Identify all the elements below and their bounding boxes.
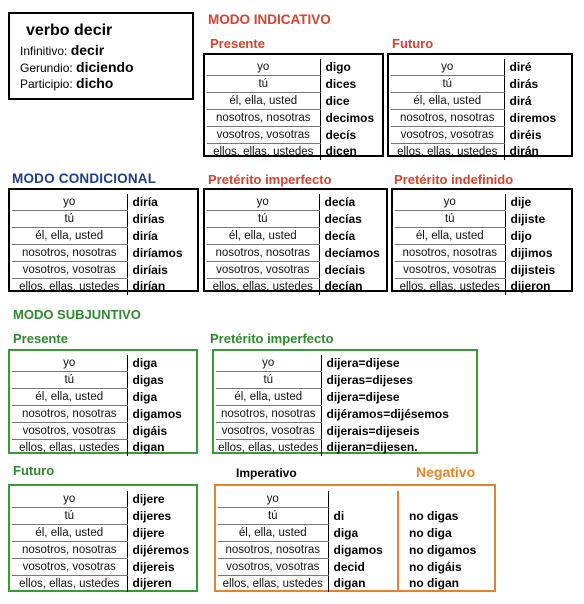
person-cell: tú bbox=[12, 372, 127, 389]
infinitive-label: Infinitivo: bbox=[20, 44, 68, 58]
form-cell: decía bbox=[324, 228, 356, 243]
participle-value: dicho bbox=[76, 75, 114, 91]
form-cell: dijeres bbox=[132, 508, 172, 523]
conjugation-row bbox=[391, 127, 571, 144]
person-cell: yo bbox=[395, 194, 505, 211]
form-cell: dijere bbox=[132, 525, 165, 540]
person-cell: tú bbox=[395, 211, 505, 228]
ind-presente-box bbox=[203, 53, 384, 157]
person-cell: nosotros, nosotras bbox=[12, 406, 127, 423]
conjugation-row bbox=[391, 59, 571, 76]
person-cell: nosotros, nosotras bbox=[12, 542, 127, 559]
form-cell: diría bbox=[132, 194, 158, 209]
conjugation-row bbox=[216, 355, 476, 372]
conjugation-row bbox=[12, 559, 196, 576]
person-cell: tú bbox=[12, 508, 127, 525]
sub-futuro-label: Futuro bbox=[13, 463, 55, 478]
gerund-value: diciendo bbox=[76, 59, 134, 75]
conjugation-row bbox=[207, 211, 386, 228]
conjugation-row bbox=[207, 194, 386, 211]
condicional-box bbox=[8, 188, 199, 292]
form-cell: dijéramos=dijésemos bbox=[326, 406, 449, 421]
conjugation-row bbox=[216, 389, 476, 406]
negative-form-cell: no digáis bbox=[409, 559, 462, 574]
sub-imperfecto-box bbox=[212, 349, 478, 454]
conjugation-row bbox=[395, 228, 571, 245]
ind-imperfecto-box bbox=[203, 188, 388, 292]
person-cell: él, ella, usted bbox=[12, 389, 127, 406]
person-cell: nosotros, nosotras bbox=[216, 406, 321, 423]
form-cell: dirás bbox=[509, 76, 539, 91]
ind-futuro-label: Futuro bbox=[392, 36, 434, 51]
person-cell: yo bbox=[12, 194, 127, 211]
person-cell: yo bbox=[216, 355, 321, 372]
conjugation-row bbox=[216, 406, 476, 423]
form-cell: diríais bbox=[132, 262, 168, 277]
sub-futuro-box bbox=[8, 484, 198, 592]
conjugation-row bbox=[12, 542, 196, 559]
form-cell: digamos bbox=[328, 542, 398, 559]
verb-info-box bbox=[8, 12, 194, 100]
person-cell: tú bbox=[207, 76, 320, 93]
ind-futuro-box bbox=[387, 53, 573, 157]
person-cell: nosotros, nosotras bbox=[391, 110, 504, 127]
person-cell: yo bbox=[207, 194, 319, 211]
person-cell: vosotros, vosotras bbox=[391, 127, 504, 144]
conjugation-row bbox=[391, 93, 571, 110]
person-cell: nosotros, nosotras bbox=[207, 110, 320, 127]
conjugation-row bbox=[395, 262, 571, 279]
person-cell: yo bbox=[12, 355, 127, 372]
form-cell: dijo bbox=[510, 228, 532, 243]
person-cell: yo bbox=[207, 59, 320, 76]
form-cell: diga bbox=[328, 525, 398, 542]
person-cell: tú bbox=[218, 508, 328, 525]
form-cell: digo bbox=[325, 59, 351, 74]
conjugation-row bbox=[207, 279, 386, 296]
sub-presente-box bbox=[8, 349, 198, 454]
ind-indefinido-label: Pretérito indefinido bbox=[394, 172, 514, 187]
form-cell: diga bbox=[132, 389, 158, 404]
person-cell: vosotros, vosotras bbox=[12, 559, 127, 576]
form-cell: dijeren bbox=[132, 576, 172, 591]
conjugation-row bbox=[218, 491, 494, 508]
conjugation-row bbox=[12, 372, 196, 389]
form-cell: dirá bbox=[509, 93, 532, 108]
negative-form-cell: no digas bbox=[409, 508, 459, 523]
conjugation-row bbox=[395, 279, 571, 296]
person-cell: ellos, ellas, ustedes bbox=[391, 144, 504, 161]
conjugation-row bbox=[12, 355, 196, 372]
person-cell: yo bbox=[391, 59, 504, 76]
form-cell: dijereis bbox=[132, 559, 175, 574]
verb-title: verbo decir bbox=[26, 22, 113, 39]
negative-form-cell: no digan bbox=[409, 576, 459, 591]
person-cell: nosotros, nosotras bbox=[12, 245, 127, 262]
person-cell: él, ella, usted bbox=[12, 525, 127, 542]
participle-line bbox=[20, 75, 113, 91]
form-cell: dijeron bbox=[510, 279, 551, 294]
infinitive-value: decir bbox=[70, 42, 105, 58]
conjugation-row bbox=[12, 389, 196, 406]
form-cell: decías bbox=[324, 211, 362, 226]
person-cell: vosotros, vosotras bbox=[218, 559, 328, 576]
ind-presente-table bbox=[207, 59, 382, 160]
form-cell: decíais bbox=[324, 262, 366, 277]
participle-label: Participio: bbox=[20, 77, 73, 91]
negativo-label: Negativo bbox=[416, 464, 476, 480]
form-cell: diría bbox=[132, 228, 158, 243]
form-cell: decían bbox=[324, 279, 363, 294]
conjugation-row bbox=[207, 262, 386, 279]
conjugation-row bbox=[391, 144, 571, 161]
person-cell: vosotros, vosotras bbox=[12, 423, 127, 440]
conjugation-row bbox=[12, 525, 196, 542]
person-cell: él, ella, usted bbox=[391, 93, 504, 110]
conjugation-row bbox=[218, 542, 494, 559]
conjugation-row bbox=[395, 245, 571, 262]
conjugation-row bbox=[12, 262, 197, 279]
person-cell: ellos, ellas, ustedes bbox=[12, 279, 127, 296]
person-cell: él, ella, usted bbox=[12, 228, 127, 245]
conjugation-row bbox=[218, 525, 494, 542]
sub-imperfecto-label: Pretérito imperfecto bbox=[210, 331, 334, 346]
person-cell: yo bbox=[218, 491, 328, 508]
person-cell: tú bbox=[207, 211, 319, 228]
person-cell: ellos, ellas, ustedes bbox=[207, 279, 319, 296]
form-cell: diríamos bbox=[132, 245, 183, 260]
imperativo-table bbox=[218, 491, 494, 592]
person-cell: nosotros, nosotras bbox=[218, 542, 328, 559]
form-cell: dijéremos bbox=[132, 542, 190, 557]
person-cell: vosotros, vosotras bbox=[207, 127, 320, 144]
form-cell: decía bbox=[324, 194, 356, 209]
form-cell: dirías bbox=[132, 211, 165, 226]
condicional-table bbox=[12, 194, 197, 295]
conjugation-row bbox=[207, 76, 382, 93]
person-cell: ellos, ellas, ustedes bbox=[12, 440, 127, 457]
form-cell: dijeran=dijesen. bbox=[326, 440, 418, 455]
conjugation-row bbox=[391, 76, 571, 93]
conjugation-row bbox=[12, 508, 196, 525]
conjugation-row bbox=[12, 491, 196, 508]
ind-presente-label: Presente bbox=[210, 36, 265, 51]
conjugation-row bbox=[207, 93, 382, 110]
form-cell: dijimos bbox=[510, 245, 553, 260]
conjugation-row bbox=[12, 576, 196, 593]
negative-form-cell: no digamos bbox=[409, 542, 477, 557]
form-cell: digan bbox=[132, 440, 165, 455]
conjugation-row bbox=[216, 372, 476, 389]
conjugation-row bbox=[207, 228, 386, 245]
conjugation-row bbox=[216, 440, 476, 457]
form-cell: diga bbox=[132, 355, 158, 370]
person-cell: él, ella, usted bbox=[207, 228, 319, 245]
negative-form-cell bbox=[398, 491, 494, 508]
form-cell: digas bbox=[132, 372, 164, 387]
ind-imperfecto-label: Pretérito imperfecto bbox=[208, 172, 332, 187]
person-cell: tú bbox=[391, 76, 504, 93]
imperativo-label: Imperativo bbox=[236, 466, 297, 480]
form-cell: dijiste bbox=[510, 211, 546, 226]
conjugation-row bbox=[12, 211, 197, 228]
conjugation-row bbox=[218, 559, 494, 576]
condicional-heading: MODO CONDICIONAL bbox=[12, 171, 157, 186]
conjugation-row bbox=[207, 245, 386, 262]
form-cell: dices bbox=[325, 76, 357, 91]
form-cell: digamos bbox=[132, 406, 182, 421]
conjugation-row bbox=[12, 228, 197, 245]
sub-futuro-table bbox=[12, 491, 196, 592]
form-cell: dijerais=dijeseis bbox=[326, 423, 420, 438]
person-cell: ellos, ellas, ustedes bbox=[216, 440, 321, 457]
person-cell: ellos, ellas, ustedes bbox=[207, 144, 320, 161]
form-cell: diré bbox=[509, 59, 532, 74]
form-cell: dirían bbox=[132, 279, 166, 294]
person-cell: él, ella, usted bbox=[395, 228, 505, 245]
conjugation-row bbox=[207, 59, 382, 76]
form-cell: dice bbox=[325, 93, 350, 108]
form-cell: dijera=dijese bbox=[326, 389, 400, 404]
conjugation-row bbox=[12, 423, 196, 440]
conjugation-row bbox=[218, 508, 494, 525]
form-cell: dijisteis bbox=[510, 262, 556, 277]
form-cell: dijera=dijese bbox=[326, 355, 400, 370]
conjugation-row bbox=[12, 194, 197, 211]
sub-presente-table bbox=[12, 355, 196, 456]
person-cell: nosotros, nosotras bbox=[395, 245, 505, 262]
negative-form-cell: no diga bbox=[409, 525, 452, 540]
ind-indefinido-table bbox=[395, 194, 571, 295]
person-cell: tú bbox=[216, 372, 321, 389]
person-cell: él, ella, usted bbox=[207, 93, 320, 110]
form-cell: decís bbox=[325, 127, 357, 142]
person-cell: ellos, ellas, ustedes bbox=[12, 576, 127, 593]
conjugation-row bbox=[207, 110, 382, 127]
gerund-label: Gerundio: bbox=[20, 61, 73, 75]
person-cell: nosotros, nosotras bbox=[207, 245, 319, 262]
form-cell: decimos bbox=[325, 110, 375, 125]
form-cell: dijere bbox=[132, 491, 165, 506]
conjugation-row bbox=[12, 245, 197, 262]
form-cell: digáis bbox=[132, 423, 168, 438]
conjugation-row bbox=[391, 110, 571, 127]
person-cell: ellos, ellas, ustedes bbox=[395, 279, 505, 296]
sub-imperfecto-table bbox=[216, 355, 476, 456]
conjugation-row bbox=[218, 576, 494, 593]
form-cell: di bbox=[328, 508, 398, 525]
gerund-line bbox=[20, 59, 134, 75]
person-cell: ellos, ellas, ustedes bbox=[218, 576, 328, 593]
subjuntivo-heading: MODO SUBJUNTIVO bbox=[13, 307, 141, 322]
person-cell: él, ella, usted bbox=[216, 389, 321, 406]
ind-futuro-table bbox=[391, 59, 571, 160]
form-cell: digan bbox=[328, 576, 398, 593]
form-cell: dirán bbox=[509, 144, 539, 159]
ind-indefinido-box bbox=[391, 188, 573, 292]
form-cell: diremos bbox=[509, 110, 557, 125]
sub-presente-label: Presente bbox=[13, 331, 68, 346]
person-cell: vosotros, vosotras bbox=[207, 262, 319, 279]
conjugation-row bbox=[395, 194, 571, 211]
person-cell: yo bbox=[12, 491, 127, 508]
conjugation-row bbox=[12, 440, 196, 457]
form-cell: decid bbox=[328, 559, 398, 576]
conjugation-row bbox=[216, 423, 476, 440]
person-cell: vosotros, vosotras bbox=[216, 423, 321, 440]
person-cell: tú bbox=[12, 211, 127, 228]
indicativo-heading: MODO INDICATIVO bbox=[208, 12, 331, 27]
form-cell: dijeras=dijeses bbox=[326, 372, 413, 387]
conjugation-row bbox=[12, 279, 197, 296]
conjugation-row bbox=[207, 127, 382, 144]
person-cell: vosotros, vosotras bbox=[395, 262, 505, 279]
conjugation-row bbox=[12, 406, 196, 423]
form-cell: dije bbox=[510, 194, 532, 209]
imperativo-box bbox=[214, 484, 496, 592]
conjugation-row bbox=[395, 211, 571, 228]
ind-imperfecto-table bbox=[207, 194, 386, 295]
form-cell: diréis bbox=[509, 127, 542, 142]
form-cell: dicen bbox=[325, 144, 357, 159]
person-cell: vosotros, vosotras bbox=[12, 262, 127, 279]
person-cell: él, ella, usted bbox=[218, 525, 328, 542]
infinitive-line bbox=[20, 42, 104, 58]
form-cell bbox=[328, 491, 398, 508]
form-cell: decíamos bbox=[324, 245, 380, 260]
conjugation-row bbox=[207, 144, 382, 161]
